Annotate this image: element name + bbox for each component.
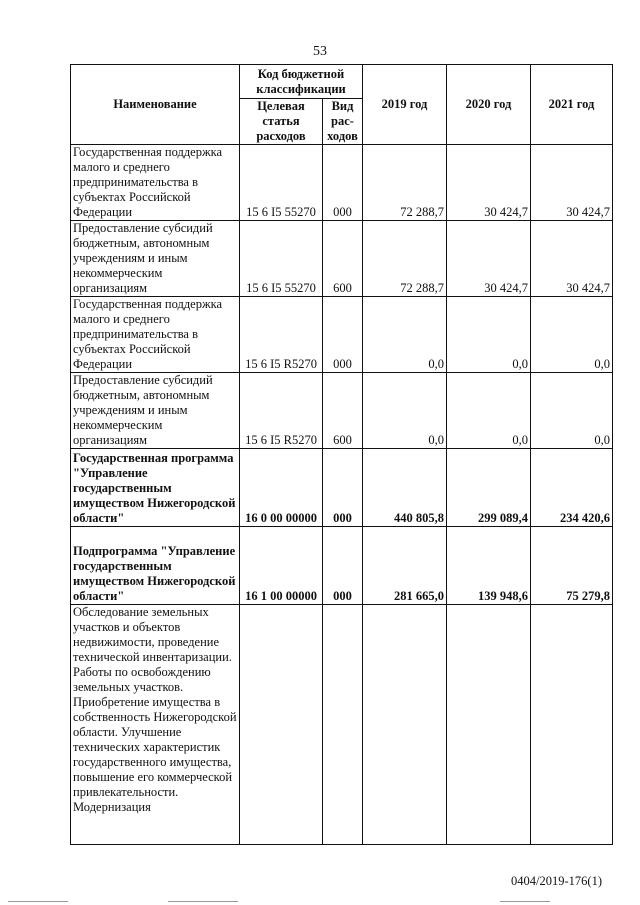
- row-type: [323, 605, 363, 845]
- row-article: [240, 605, 323, 845]
- row-2019: 281 665,0: [363, 527, 447, 605]
- row-article: 16 0 00 00000: [240, 449, 323, 527]
- row-2019: [363, 605, 447, 845]
- row-2019: 440 805,8: [363, 449, 447, 527]
- row-2019: 0,0: [363, 297, 447, 373]
- header-expense-type: Вид рас-ходов: [323, 99, 363, 145]
- page-number: 53: [313, 44, 327, 59]
- row-name: Предоставление субсидий бюджетным, автономным учреждениям и иным некоммерческим организациям: [71, 221, 240, 297]
- row-name: Подпрограмма "Управление государственным имуществом Нижегородской области": [71, 527, 240, 605]
- table-row: [71, 297, 613, 373]
- row-2021: 234 420,6: [531, 449, 613, 527]
- document-code: 0404/2019-176(1): [511, 874, 602, 888]
- budget-table: [70, 64, 613, 845]
- header-code-group: Код бюджетной классификации: [240, 65, 363, 99]
- edge-mark: [500, 901, 550, 902]
- row-2020: 299 089,4: [447, 449, 531, 527]
- header-year-2021: 2021 год: [531, 65, 613, 145]
- table-row: [71, 449, 613, 527]
- row-2021: 75 279,8: [531, 527, 613, 605]
- row-article: 16 1 00 00000: [240, 527, 323, 605]
- row-2020: 139 948,6: [447, 527, 531, 605]
- row-article: 15 6 I5 R5270: [240, 373, 323, 449]
- row-2021: 0,0: [531, 297, 613, 373]
- row-name: Государственная программа "Управление государственным имуществом Нижегородской области": [71, 449, 240, 527]
- row-type: 600: [323, 373, 363, 449]
- row-2021: [531, 605, 613, 845]
- table-row: [71, 527, 613, 605]
- table-row: [71, 605, 613, 845]
- row-2020: [447, 605, 531, 845]
- row-2020: 30 424,7: [447, 221, 531, 297]
- header-year-2020: 2020 год: [447, 65, 531, 145]
- row-2019: 72 288,7: [363, 145, 447, 221]
- row-type: 000: [323, 527, 363, 605]
- row-2021: 30 424,7: [531, 221, 613, 297]
- table-row: [71, 373, 613, 449]
- row-name: Государственная поддержка малого и среднего предпринимательства в субъектах Российской Федерации: [71, 297, 240, 373]
- row-type: 600: [323, 221, 363, 297]
- row-name: Обследование земельных участков и объектов недвижимости, проведение технической инвентаризации. Работы по освобождению земельных участков. Приобретение имущества в собственность Нижегородской области. Улучшение технических характеристик государственного имущества, повышение его коммерческой привлекательности. Модернизация: [71, 605, 240, 845]
- page-bottom-edge: [0, 899, 640, 905]
- header-year-2019: 2019 год: [363, 65, 447, 145]
- table-row: [71, 145, 613, 221]
- edge-mark: [8, 901, 68, 902]
- row-name: Государственная поддержка малого и среднего предпринимательства в субъектах Российской Федерации: [71, 145, 240, 221]
- header-name: Наименование: [71, 65, 240, 145]
- edge-mark: [168, 901, 238, 902]
- header-target-article: Целевая статья расходов: [240, 99, 323, 145]
- row-article: 15 6 I5 55270: [240, 145, 323, 221]
- row-2020: 0,0: [447, 297, 531, 373]
- row-2019: 0,0: [363, 373, 447, 449]
- row-type: 000: [323, 449, 363, 527]
- row-2019: 72 288,7: [363, 221, 447, 297]
- row-type: 000: [323, 145, 363, 221]
- row-article: 15 6 I5 55270: [240, 221, 323, 297]
- row-name: Предоставление субсидий бюджетным, автономным учреждениям и иным некоммерческим организациям: [71, 373, 240, 449]
- row-article: 15 6 I5 R5270: [240, 297, 323, 373]
- row-2021: 0,0: [531, 373, 613, 449]
- row-type: 000: [323, 297, 363, 373]
- table-row: [71, 221, 613, 297]
- row-2020: 30 424,7: [447, 145, 531, 221]
- row-2021: 30 424,7: [531, 145, 613, 221]
- row-2020: 0,0: [447, 373, 531, 449]
